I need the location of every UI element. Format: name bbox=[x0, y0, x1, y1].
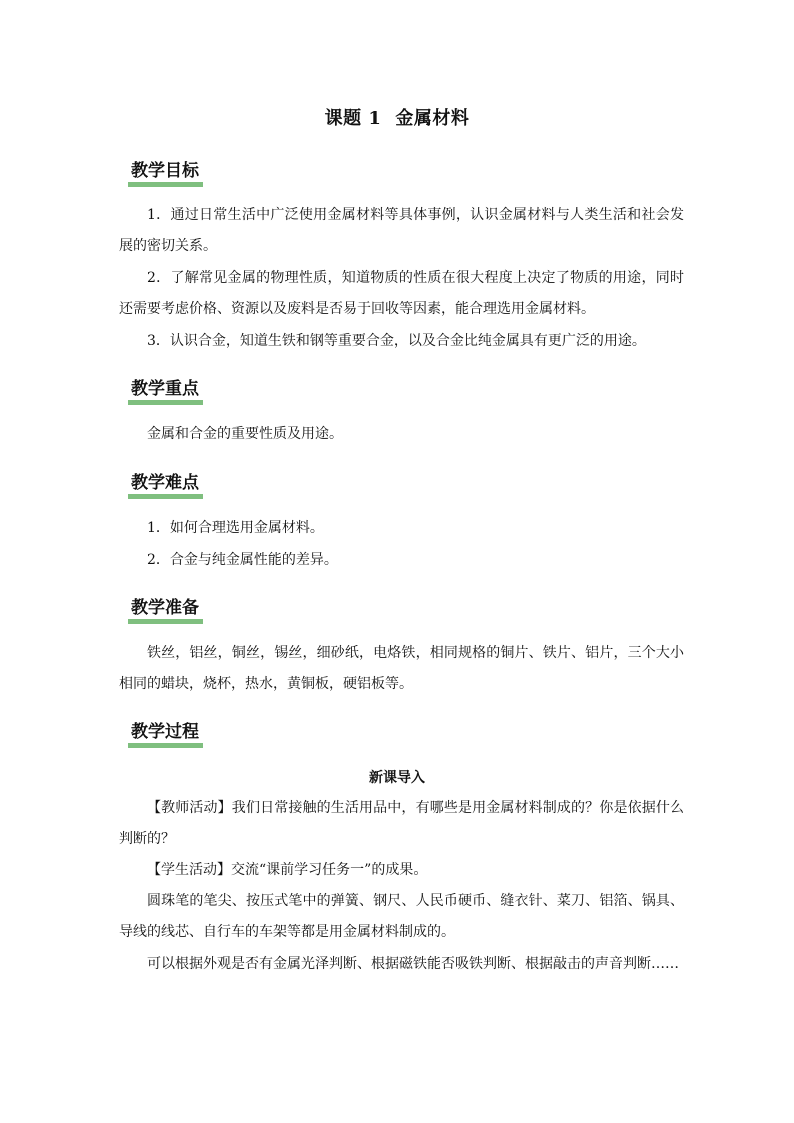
process-subheading: 新课导入 bbox=[369, 770, 425, 786]
difficulty-item-1: 1．如何合理选用金属材料。 bbox=[147, 520, 324, 536]
heading-underline bbox=[128, 619, 203, 624]
heading-underline bbox=[128, 182, 203, 187]
section-heading-key-points: 教学重点 bbox=[128, 377, 203, 405]
goal-item-1: 1．通过日常生活中广泛使用金属材料等具体事例，认识金属材料与人类生活和社会发展的密切关系。 bbox=[119, 207, 684, 254]
goal-item-3: 3．认识合金，知道生铁和钢等重要合金，以及合金比纯金属具有更广泛的用途。 bbox=[147, 333, 646, 349]
section-heading-goals: 教学目标 bbox=[128, 159, 203, 187]
process-paragraph: 【学生活动】交流“课前学习任务一”的成果。 bbox=[147, 862, 428, 878]
heading-underline bbox=[128, 400, 203, 405]
section-heading-preparation: 教学准备 bbox=[128, 596, 203, 624]
process-paragraph: 【教师活动】我们日常接触的生活用品中，有哪些是用金属材料制成的？你是依据什么判断的？ bbox=[119, 800, 684, 847]
heading-underline bbox=[128, 743, 203, 748]
difficulty-item-2: 2．合金与纯金属性能的差异。 bbox=[147, 552, 338, 568]
page-title bbox=[0, 104, 794, 130]
process-paragraph: 可以根据外观是否有金属光泽判断、根据磁铁能否吸铁判断、根据敲击的声音判断…… bbox=[147, 956, 679, 972]
lesson-number: 课题 1 bbox=[324, 108, 382, 129]
heading-underline bbox=[128, 494, 203, 499]
section-heading-process: 教学过程 bbox=[128, 720, 203, 748]
section-heading-difficulties: 教学难点 bbox=[128, 471, 203, 499]
key-points-text: 金属和合金的重要性质及用途。 bbox=[147, 426, 343, 442]
preparation-text: 铁丝，铝丝，铜丝，锡丝，细砂纸，电烙铁，相同规格的铜片、铁片、铝片，三个大小相同的蜡块，烧杯，热水，黄铜板，硬铝板等。 bbox=[119, 645, 684, 692]
lesson-name: 金属材料 bbox=[395, 108, 470, 129]
process-paragraph: 圆珠笔的笔尖、按压式笔中的弹簧、钢尺、人民币硬币、缝衣针、菜刀、铝箔、锅具、导线的线芯、自行车的车架等都是用金属材料制成的。 bbox=[119, 893, 684, 940]
goal-item-2: 2．了解常见金属的物理性质，知道物质的性质在很大程度上决定了物质的用途，同时还需要考虑价格、资源以及废料是否易于回收等因素，能合理选用金属材料。 bbox=[119, 270, 684, 317]
